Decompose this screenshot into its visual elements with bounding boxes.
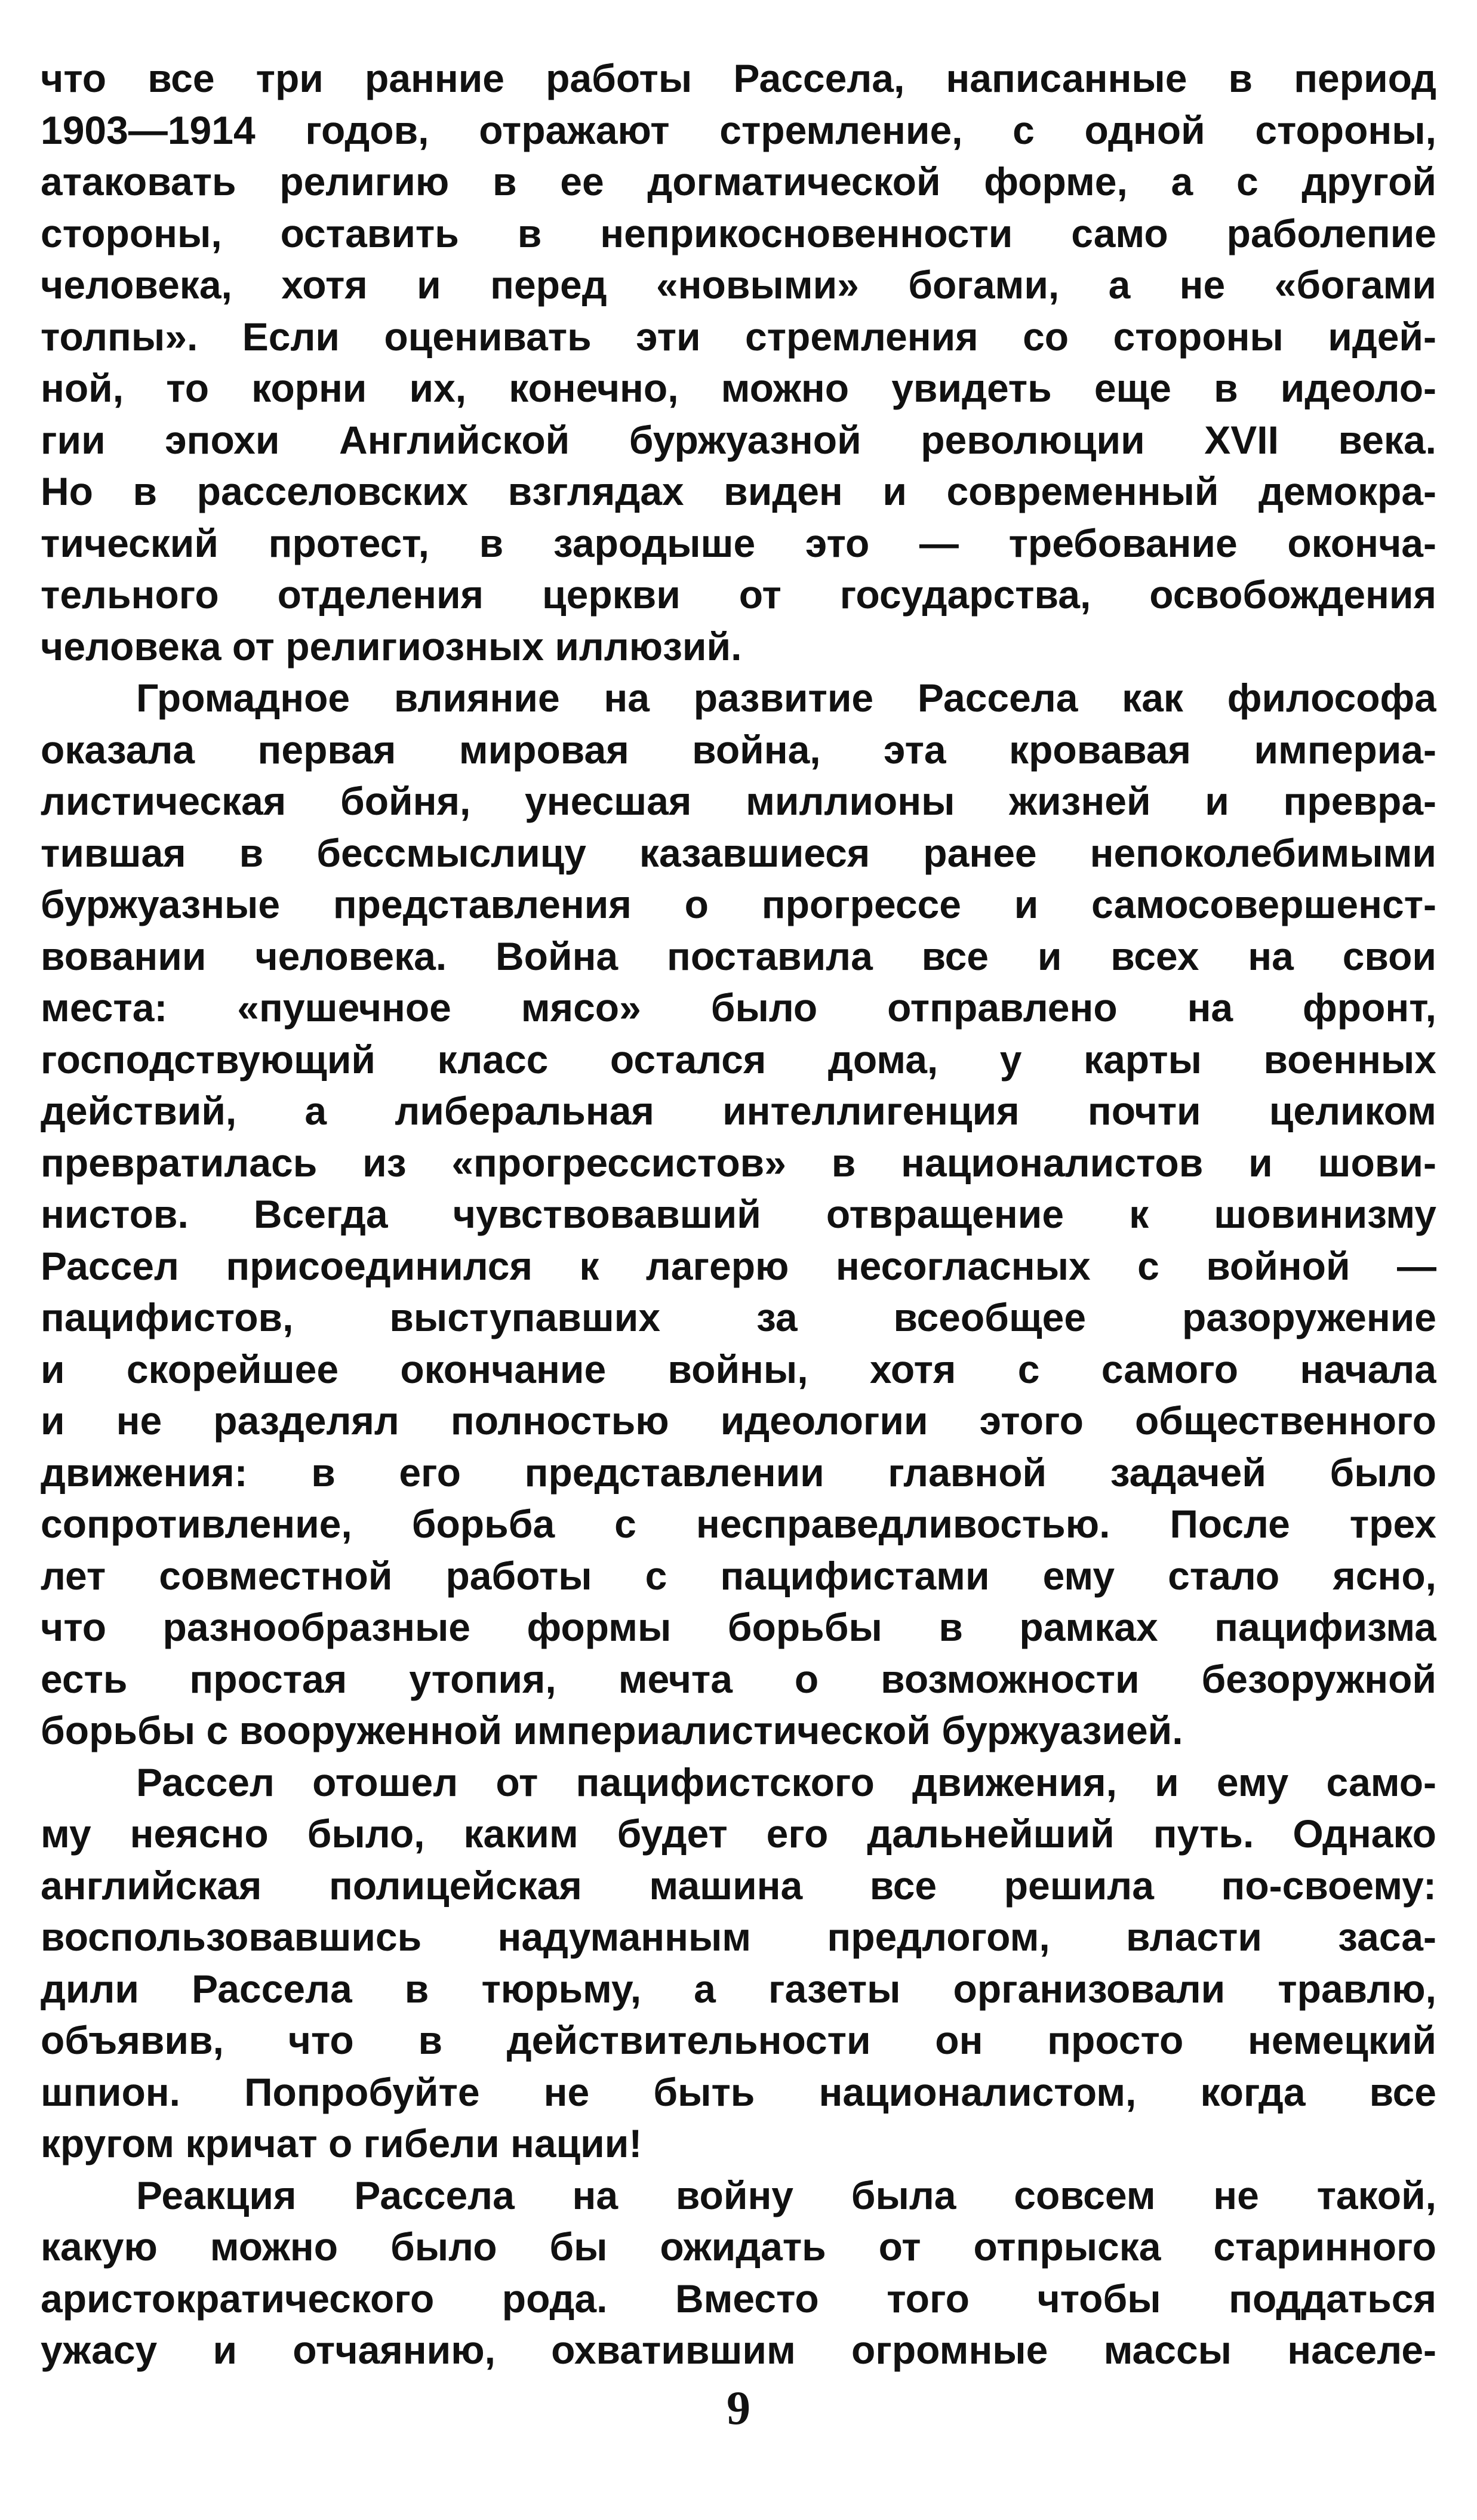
text-line: сопротивление, борьба с несправедливостью. После трех [41, 1502, 1436, 1546]
text-line: борьбы с вооруженной империалистической буржуазией. [41, 1708, 1183, 1752]
text-line: гии эпохи Английской буржуазной революции XVII века. [41, 417, 1436, 462]
text-line: какую можно было бы ожидать от отпрыска старинного [41, 2225, 1436, 2269]
text-line: Реакция Рассела на войну была совсем не такой, [136, 2173, 1436, 2217]
text-line: движения: в его представлении главной задачей было [41, 1450, 1436, 1495]
paragraph [41, 1757, 1436, 2170]
text-line: и скорейшее окончание войны, хотя с самого начала [41, 1347, 1436, 1391]
text-line: Рассел отошел от пацифистского движения, и ему само- [136, 1760, 1436, 1804]
text-line: тельного отделения церкви от государства, освобождения [41, 572, 1436, 617]
text-line: человека от религиозных иллюзий. [41, 624, 742, 668]
text-line: стороны, оставить в неприкосновенности само раболепие [41, 211, 1436, 255]
text-line: му неясно было, каким будет его дальнейший путь. Однако [41, 1812, 1436, 1856]
text-line: действий, а либеральная интеллигенция почти целиком [41, 1089, 1436, 1133]
paragraph [41, 2170, 1436, 2376]
text-line: Рассел присоединился к лагерю несогласных с войной — [41, 1243, 1436, 1288]
text-line: места: «пушечное мясо» было отправлено на фронт, [41, 985, 1436, 1030]
text-line: ужасу и отчаянию, охватившим огромные массы населе- [41, 2328, 1436, 2372]
paragraph [41, 672, 1436, 1757]
text-line: Громадное влияние на развитие Рассела как философа [136, 676, 1436, 720]
text-line: тившая в бессмыслицу казавшиеся ранее непоколебимыми [41, 830, 1436, 875]
text-line: оказала первая мировая война, эта кровавая империа- [41, 727, 1436, 772]
text-line: кругом кричат о гибели нации! [41, 2121, 642, 2165]
text-line: лет совместной работы с пацифистами ему стало ясно, [41, 1553, 1436, 1598]
text-line: английская полицейская машина все решила по-своему: [41, 1863, 1436, 1908]
text-line: атаковать религию в ее догматической форме, а с другой [41, 159, 1436, 204]
text-line: толпы». Если оценивать эти стремления со стороны идей- [41, 314, 1436, 359]
text-line: шпион. Попробуйте не быть националистом, когда все [41, 2069, 1436, 2114]
text-line: листическая бойня, унесшая миллионы жизней и превра- [41, 779, 1436, 823]
text-line: вовании человека. Война поставила все и всех на свои [41, 934, 1436, 978]
page-number: 9 [727, 2382, 750, 2435]
text-line: объявив, что в действительности он просто немецкий [41, 2018, 1436, 2062]
text-line: и не разделял полностью идеологии этого общественного [41, 1398, 1436, 1443]
text-line: ной, то корни их, конечно, можно увидеть еще в идеоло- [41, 366, 1436, 410]
text-line: аристократического рода. Вместо того чтобы поддаться [41, 2276, 1436, 2321]
text-line: тический протест, в зародыше это — требование оконча- [41, 520, 1436, 565]
text-line: господствующий класс остался дома, у карты военных [41, 1037, 1436, 1082]
text-line: буржуазные представления о прогрессе и самосовершенст- [41, 882, 1436, 926]
text-line: пацифистов, выступавших за всеобщее разоружение [41, 1295, 1436, 1339]
text-line: воспользовавшись надуманным предлогом, власти заса- [41, 1915, 1436, 1959]
text-line: 1903—1914 годов, отражают стремление, с одной стороны, [41, 107, 1436, 152]
text-line: дили Рассела в тюрьму, а газеты организовали травлю, [41, 1966, 1436, 2011]
text-line: нистов. Всегда чувствовавший отвращение к шовинизму [41, 1192, 1436, 1236]
text-line: есть простая утопия, мечта о возможности безоружной [41, 1656, 1436, 1701]
page-body [41, 53, 1436, 2376]
text-line: Но в расселовских взглядах виден и современный демокра- [41, 469, 1436, 513]
paragraph [41, 53, 1436, 672]
text-line: человека, хотя и перед «новыми» богами, а не «богами [41, 263, 1436, 307]
text-line: что разнообразные формы борьбы в рамках пацифизма [41, 1605, 1436, 1649]
text-line: превратилась из «прогрессистов» в националистов и шови- [41, 1140, 1436, 1185]
text-line: что все три ранние работы Рассела, написанные в период [41, 56, 1436, 100]
